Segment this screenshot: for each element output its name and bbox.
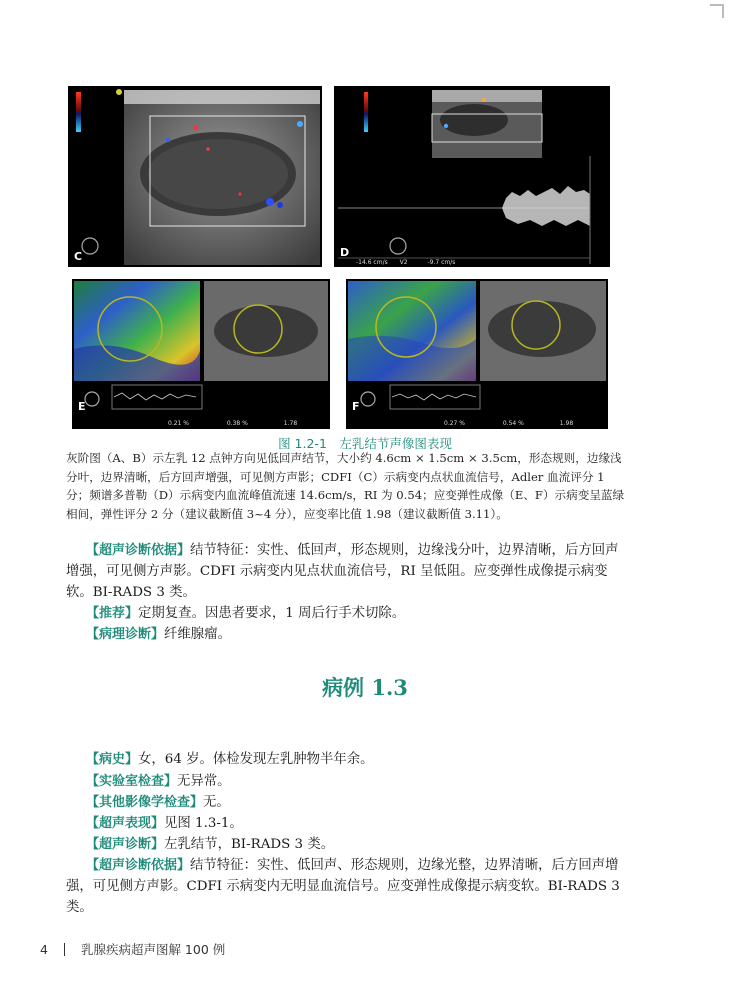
ultrasound-panel-f	[346, 279, 608, 429]
case-1-3-us-findings	[66, 813, 628, 834]
case-1-3-imaging	[66, 792, 628, 813]
panel-e-readout-bar	[168, 420, 297, 427]
panel-d-readout-bar	[356, 259, 455, 266]
case-title: 病例 1.3	[322, 675, 408, 700]
case-1-3-lab-text: 无异常。	[177, 774, 231, 789]
panel-label-c: C	[74, 250, 83, 263]
case-1-2-basis-text: 结节特征：实性、低回声，形态规则，边缘浅分叶，边界清晰，后方回声增强，可见侧方声影。CDFI 示病变内见点状血流信号，RI 呈低阻。应变弹性成像提示病变软。BI-RADS 3 类。	[66, 543, 619, 600]
ultrasound-panel-e	[72, 279, 330, 429]
panel-f-readout-ratio: 1.98	[559, 420, 574, 427]
panel-d-readout-v1: -14.6 cm/s	[356, 259, 388, 266]
footer-divider	[64, 943, 65, 956]
case-1-3-dx-label: 【超声诊断】	[86, 837, 165, 852]
case-1-3-history-text: 女，64 岁。体检发现左乳肿物半年余。	[138, 752, 374, 767]
page-number: 4	[40, 942, 48, 957]
corner-crop-mark	[710, 4, 724, 18]
figure-caption-title: 图 1.2-1 左乳结节声像图表现	[278, 436, 452, 451]
figure-caption-text: 灰阶图（A、B）示左乳 12 点钟方向见低回声结节，大小约 4.6cm × 1.5cm × 3.5cm，形态规则，边缘浅分叶，边界清晰，后方回声增强，可见侧方声影；CDFI（C）示病变内点状血流信号，Adler 血流评分 1 分；频谱多普勒（D）示病变内血流峰值流速 14.6cm/s，RI 为 0.54；应变弹性成像（E、F）示病变呈蓝绿相间，弹性评分 2 分（建议截断值 3~4 分），应变率比值 1.98（建议截断值 3.11）。	[66, 451, 625, 521]
case-1-2-pathology-label: 【病理诊断】	[86, 627, 165, 642]
case-1-3-us-label: 【超声表现】	[86, 816, 165, 831]
panel-f-image	[346, 279, 608, 429]
panel-e-image	[72, 279, 330, 429]
panel-label-d: D	[340, 246, 350, 259]
panel-d-readout-v2: -9.7 cm/s	[427, 259, 456, 266]
case-1-3-lab-label: 【实验室检查】	[86, 774, 178, 789]
ultrasound-panel-c	[68, 86, 322, 267]
case-1-2-recommend-text: 定期复查。因患者要求，1 周后行手术切除。	[138, 606, 406, 621]
case-1-3-basis-label: 【超声诊断依据】	[86, 858, 191, 873]
panel-c-image	[68, 86, 322, 267]
panel-d-readout-v2-label: V2	[399, 259, 408, 266]
panel-f-readout-bar	[444, 420, 573, 427]
case-1-2-pathology-text: 纤维腺瘤。	[164, 627, 231, 642]
case-1-3-history-label: 【病史】	[86, 752, 139, 767]
book-title: 乳腺疾病超声图解 100 例	[80, 942, 226, 957]
case-1-3-basis-text: 结节特征：实性、低回声、形态规则，边缘光整，边界清晰，后方回声增强，可见侧方声影。CDFI 示病变内无明显血流信号。应变弹性成像提示病变软。BI-RADS 3 类。	[66, 858, 620, 915]
panel-label-e: E	[78, 400, 86, 413]
case-1-3-history	[66, 749, 628, 770]
case-1-2-basis	[66, 540, 628, 603]
case-1-3-lab	[66, 771, 628, 792]
panel-e-readout-a: 0.21 %	[168, 420, 189, 427]
case-1-3-diagnosis	[66, 834, 628, 855]
case-1-2-recommend-label: 【推荐】	[86, 606, 139, 621]
panel-e-readout-b: 0.38 %	[226, 420, 248, 427]
case-1-2-pathology	[66, 624, 628, 645]
ultrasound-panel-d	[334, 86, 610, 267]
panel-e-readout-ratio: 1.78	[283, 420, 298, 427]
panel-d-image	[334, 86, 610, 267]
panel-label-f: F	[352, 400, 360, 413]
case-1-3-us-text: 见图 1.3-1。	[164, 816, 243, 831]
case-1-3-basis	[66, 855, 628, 918]
case-1-3-dx-text: 左乳结节，BI-RADS 3 类。	[164, 837, 335, 852]
case-1-2-basis-label: 【超声诊断依据】	[86, 543, 191, 558]
panel-f-readout-b: 0.54 %	[502, 420, 524, 427]
page-footer	[40, 940, 225, 958]
case-1-3-imaging-label: 【其他影像学检查】	[86, 795, 204, 810]
case-1-2-recommend	[66, 603, 628, 624]
panel-f-readout-a: 0.27 %	[444, 420, 465, 427]
case-1-3-imaging-text: 无。	[203, 795, 230, 810]
